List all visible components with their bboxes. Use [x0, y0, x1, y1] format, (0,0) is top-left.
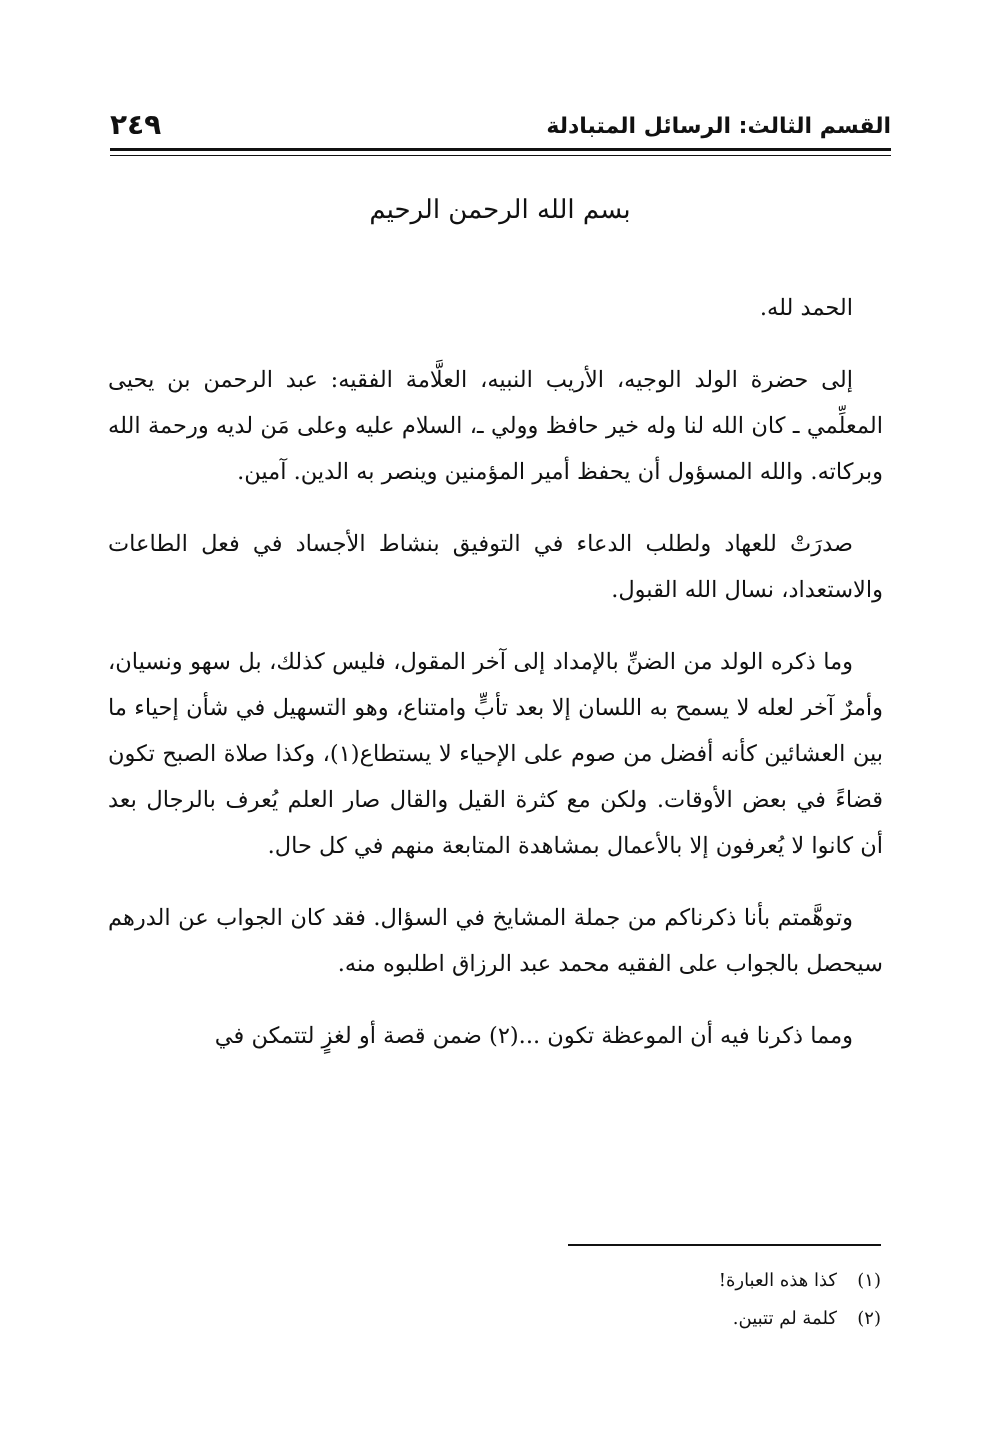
footnote-text: كذا هذه العبارة!: [718, 1270, 837, 1291]
paragraph-greeting: إلى حضرة الولد الوجيه، الأريب النبيه، العلَّامة الفقيه: عبد الرحمن بن يحيى المعلِّمي ـ كان الله لنا وله خير حافظ وولي ـ، السلام عليه وعلى مَن لديه ورحمة الله وبركاته. والله المسؤول أن يحفظ أمير المؤمنين وينصر به الدين. آمين.: [108, 367, 883, 485]
running-header: [110, 108, 891, 150]
footnote-text: كلمة لم تتبين.: [732, 1308, 837, 1329]
basmala-calligraphy: بسم الله الرحمن الرحيم: [369, 195, 631, 225]
page-number: ٢٤٩: [110, 108, 162, 141]
section-title: القسم الثالث: الرسائل المتبادلة: [546, 114, 891, 139]
footnote: [461, 1300, 881, 1338]
paragraph-continuation: ومما ذكرنا فيه أن الموعظة تكون ...(٢) ضمن قصة أو لغزٍ لتتمكن في: [214, 1023, 853, 1049]
footnote-number: (١): [857, 1270, 881, 1291]
header-rule-thick: [110, 148, 891, 151]
footnotes: [461, 1262, 881, 1338]
header-rule-thin: [110, 155, 891, 156]
paragraph-purpose: صدرَتْ للعهاد ولطلب الدعاء في التوفيق بنشاط الأجساد في فعل الطاعات والاستعداد، نسال الله القبول.: [108, 531, 883, 603]
letter-body: [108, 285, 883, 1085]
paragraph-question: وتوهَّمتم بأنا ذكرناكم من جملة المشايخ في السؤال. فقد كان الجواب عن الدرهم سيحصل بالجواب على الفقيه محمد عبد الرزاق اطلبوه منه.: [108, 905, 883, 977]
footnote-number: (٢): [857, 1308, 881, 1329]
paragraph-opening: الحمد لله.: [759, 295, 853, 321]
footnote-rule: [568, 1244, 881, 1246]
paragraph-response: وما ذكره الولد من الضنِّ بالإمداد إلى آخر المقول، فليس كذلك، بل سهو ونسيان، وأمرٌ آخر لعله لا يسمح به اللسان إلا بعد تأبٍّ وامتناع، وهو التسهيل في شأن إحياء ما بين العشائين كأنه أفضل من صوم على الإحياء لا يستطاع(١)، وكذا صلاة الصبح تكون قضاءً في بعض الأوقات. ولكن مع كثرة القيل والقال صار العلم يُعرف بالرجال بعد أن كانوا لا يُعرفون إلا بالأعمال بمشاهدة المتابعة منهم في كل حال.: [108, 649, 883, 859]
footnote: [461, 1262, 881, 1300]
